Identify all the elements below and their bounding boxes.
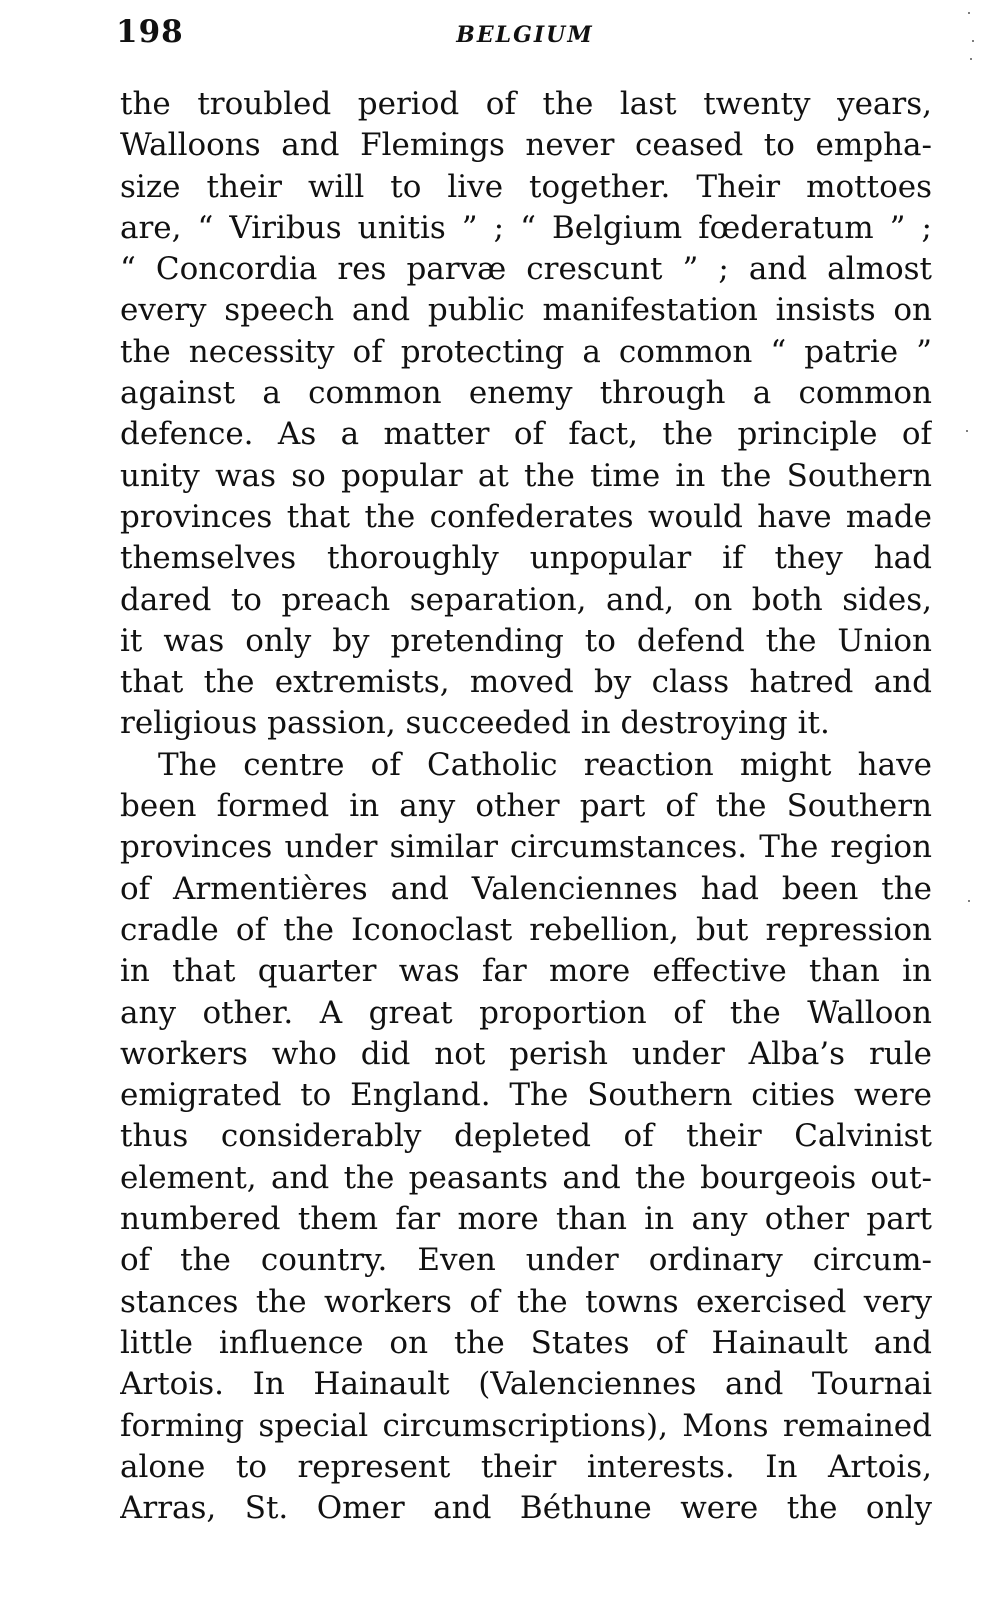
text-line: the troubled period of the last twenty years, [120,86,932,122]
text-line: the necessity of protecting a common “ patrie ” [120,333,932,370]
text-line: numbered them far more than in any other part [120,1201,932,1238]
text-line: little influence on the States of Hainault and [120,1324,932,1361]
text-line: religious passion, succeeded in destroying it. [120,705,830,742]
text-line: that the extremists, moved by class hatred and [120,664,932,701]
text-line: provinces that the confederates would have made [120,498,932,535]
text-line: against a common enemy through a common [120,375,932,412]
text-line: element, and the peasants and the bourgeois out- [120,1159,932,1196]
text-line: Artois. In Hainault (Valenciennes and Tournai [120,1366,932,1403]
text-line: forming special circumscriptions), Mons remained [120,1407,932,1444]
text-line: any other. A great proportion of the Walloon [120,994,932,1031]
body-text [120,84,932,1529]
text-line: provinces under similar circumstances. The region [120,829,932,866]
text-line: every speech and public manifestation insists on [120,292,932,329]
scan-speck [966,430,968,432]
text-line: Walloons and Flemings never ceased to empha- [120,127,932,164]
text-line: of Armentières and Valenciennes had been the [120,870,932,907]
text-line: been formed in any other part of the Southern [120,788,932,825]
text-line: Arras, St. Omer and Béthune were the only [120,1490,932,1527]
text-line: in that quarter was far more effective than in [120,953,932,990]
text-line: cradle of the Iconoclast rebellion, but repression [120,911,932,948]
running-title: BELGIUM [456,22,594,48]
text-line: themselves thoroughly unpopular if they had [120,540,932,577]
text-line: thus considerably depleted of their Calvinist [120,1118,932,1155]
scan-speck [968,12,970,14]
page-number: 198 [116,14,184,50]
scan-speck [970,58,972,60]
text-line: unity was so popular at the time in the Southern [120,457,932,494]
text-line: stances the workers of the towns exercised very [120,1283,932,1320]
text-line: “ Concordia res parvæ crescunt ” ; and almost [120,251,932,288]
text-line: of the country. Even under ordinary circum- [120,1242,932,1279]
text-line: dared to preach separation, and, on both sides, [120,581,932,618]
paragraph [120,745,932,1530]
text-line: The centre of Catholic reaction might have [158,746,932,783]
text-line: are, “ Viribus unitis ” ; “ Belgium fœderatum ” ; [120,209,932,246]
scan-speck [972,40,974,42]
paragraph [120,84,932,745]
text-line: alone to represent their interests. In Artois, [120,1448,932,1485]
text-line: size their will to live together. Their mottoes [120,168,932,205]
text-line: workers who did not perish under Alba’s rule [120,1035,932,1072]
text-line: defence. As a matter of fact, the principle of [120,416,932,453]
text-line: it was only by pretending to defend the Union [120,622,932,659]
text-line: emigrated to England. The Southern cities were [120,1077,932,1114]
scan-speck [968,900,970,902]
